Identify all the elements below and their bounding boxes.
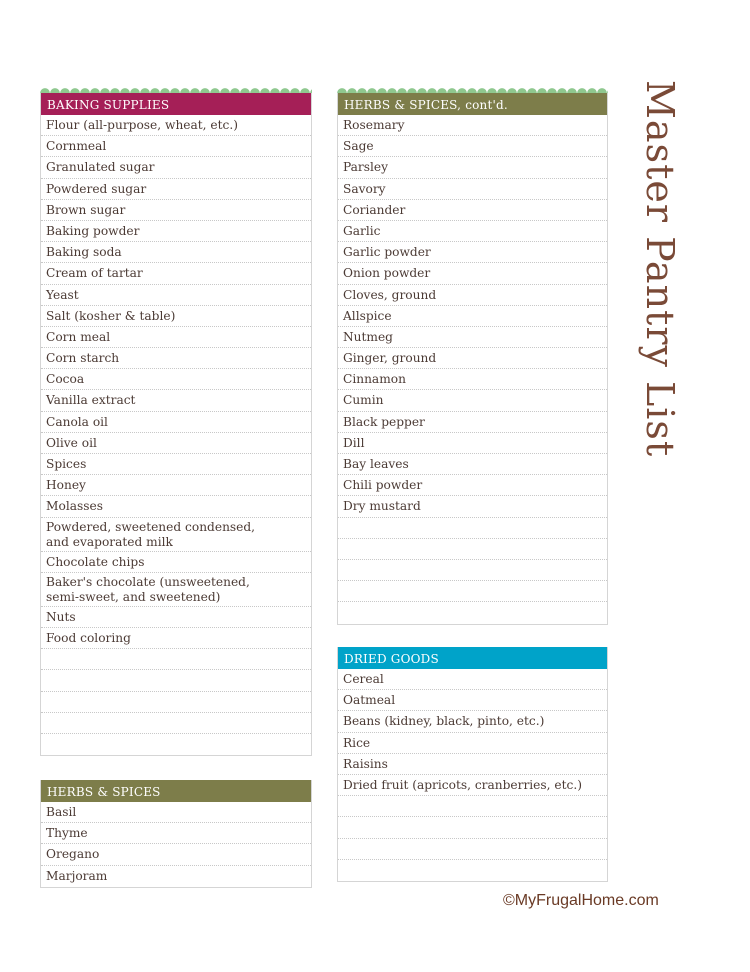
list-item: Dry mustard bbox=[338, 496, 607, 517]
list-item: Oatmeal bbox=[338, 690, 607, 711]
list-item: Powdered, sweetened condensed, and evaporated milk bbox=[41, 518, 311, 552]
dried-goods-header: DRIED GOODS bbox=[338, 647, 607, 669]
blank-list-row bbox=[338, 581, 607, 602]
list-item: Molasses bbox=[41, 496, 311, 517]
list-item: Parsley bbox=[338, 157, 607, 178]
list-item: Spices bbox=[41, 454, 311, 475]
list-item: Beans (kidney, black, pinto, etc.) bbox=[338, 711, 607, 732]
list-item: Cumin bbox=[338, 390, 607, 411]
herbs-spices-contd-list bbox=[337, 93, 608, 625]
scallop-border-right bbox=[337, 84, 608, 93]
blank-list-row bbox=[41, 734, 311, 755]
blank-list-row bbox=[338, 796, 607, 817]
list-item: Garlic powder bbox=[338, 242, 607, 263]
list-item: Cereal bbox=[338, 669, 607, 690]
list-item: Olive oil bbox=[41, 433, 311, 454]
baking-supplies-list bbox=[40, 93, 312, 756]
list-item: Dried fruit (apricots, cranberries, etc.) bbox=[338, 775, 607, 796]
list-item: Cinnamon bbox=[338, 369, 607, 390]
list-item: Rice bbox=[338, 733, 607, 754]
list-item: Basil bbox=[41, 802, 311, 823]
dried-goods-list bbox=[337, 647, 608, 882]
list-item: Food coloring bbox=[41, 628, 311, 649]
herbs-spices-list bbox=[40, 780, 312, 888]
blank-list-row bbox=[41, 692, 311, 713]
list-item: Cocoa bbox=[41, 369, 311, 390]
scallop-border-left bbox=[40, 84, 312, 93]
list-item: Marjoram bbox=[46, 868, 108, 883]
list-item: Bay leaves bbox=[338, 454, 607, 475]
list-item: Chocolate chips bbox=[41, 552, 311, 573]
list-item: Canola oil bbox=[41, 412, 311, 433]
list-item: Powdered sugar bbox=[41, 179, 311, 200]
list-item: Cornmeal bbox=[41, 136, 311, 157]
list-item: Baking powder bbox=[41, 221, 311, 242]
list-item: Vanilla extract bbox=[41, 390, 311, 411]
list-item: Cream of tartar bbox=[41, 263, 311, 284]
blank-list-row bbox=[338, 518, 607, 539]
list-item: Garlic bbox=[338, 221, 607, 242]
blank-list-row bbox=[41, 713, 311, 734]
list-item: Thyme bbox=[41, 823, 311, 844]
list-item: Nuts bbox=[41, 607, 311, 628]
list-item: Nutmeg bbox=[338, 327, 607, 348]
list-item: Cloves, ground bbox=[338, 285, 607, 306]
blank-list-row bbox=[338, 539, 607, 560]
list-item: Chili powder bbox=[338, 475, 607, 496]
list-item: Savory bbox=[338, 179, 607, 200]
list-item: Oregano bbox=[41, 844, 311, 865]
list-item: Salt (kosher & table) bbox=[41, 306, 311, 327]
list-item: Baker's chocolate (unsweetened, semi-sweet, and sweetened) bbox=[41, 573, 311, 607]
blank-list-row bbox=[41, 670, 311, 691]
list-item: Dill bbox=[338, 433, 607, 454]
baking-supplies-header: BAKING SUPPLIES bbox=[41, 93, 311, 115]
page-title: Master Pantry List bbox=[638, 80, 682, 458]
blank-list-row bbox=[338, 839, 607, 860]
blank-list-row bbox=[41, 649, 311, 670]
list-item: Rosemary bbox=[338, 115, 607, 136]
list-item: Honey bbox=[41, 475, 311, 496]
list-item: Sage bbox=[338, 136, 607, 157]
list-item: Allspice bbox=[338, 306, 607, 327]
blank-list-row bbox=[338, 560, 607, 581]
blank-list-row bbox=[338, 602, 607, 623]
list-item: Brown sugar bbox=[41, 200, 311, 221]
blank-list-row bbox=[338, 860, 607, 881]
blank-list-row bbox=[338, 817, 607, 838]
list-item: Onion powder bbox=[338, 263, 607, 284]
list-item: Black pepper bbox=[338, 412, 607, 433]
list-item: Granulated sugar bbox=[41, 157, 311, 178]
herbs-spices-header: HERBS & SPICES bbox=[41, 780, 311, 802]
list-item: Yeast bbox=[41, 285, 311, 306]
list-item: Raisins bbox=[338, 754, 607, 775]
list-item: Coriander bbox=[338, 200, 607, 221]
list-item: Corn meal bbox=[41, 327, 311, 348]
list-item: Flour (all-purpose, wheat, etc.) bbox=[41, 115, 311, 136]
list-item: Corn starch bbox=[41, 348, 311, 369]
footer-copyright: ©MyFrugalHome.com bbox=[503, 892, 659, 909]
herbs-spices-contd-header: HERBS & SPICES, cont'd. bbox=[338, 93, 607, 115]
list-item: Ginger, ground bbox=[338, 348, 607, 369]
list-item: Baking soda bbox=[41, 242, 311, 263]
